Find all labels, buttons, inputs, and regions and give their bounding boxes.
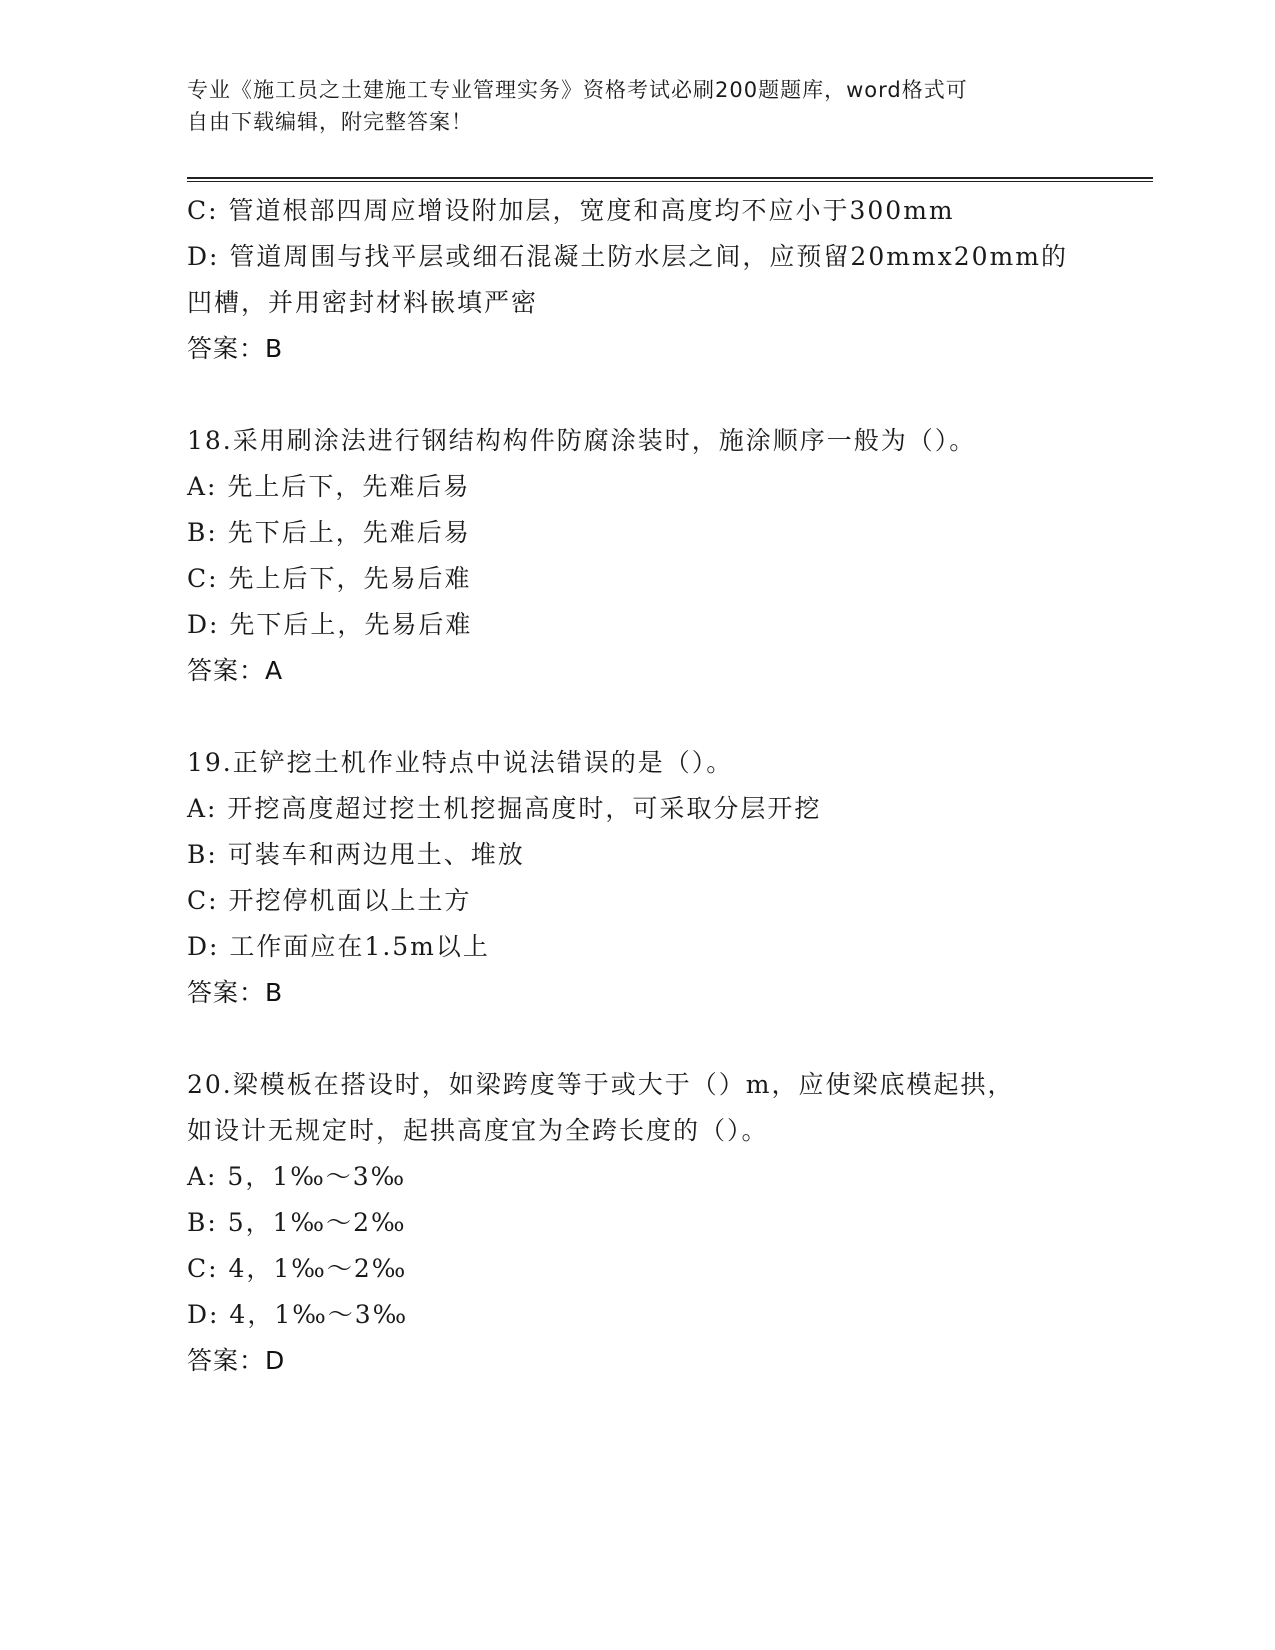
header-line-2: 自由下载编辑，附完整答案！ [187,110,473,134]
answer: 答案：D [187,1346,286,1375]
spacer [187,694,1087,740]
option-a: A: 5，1‰～3‰ [187,1162,407,1191]
answer: 答案：A [187,656,284,685]
question-stem: 19.正铲挖土机作业特点中说法错误的是（）。 [187,748,734,777]
question-stem: 18.采用刷涂法进行钢结构构件防腐涂装时，施涂顺序一般为（）。 [187,426,977,455]
option-c: C: 先上后下，先易后难 [187,564,472,593]
option-d-line-1: D: 管道周围与找平层或细石混凝土防水层之间，应预留20mmx20mm的 [187,242,1068,271]
option-d-line-2: 凹槽，并用密封材料嵌填严密 [187,288,539,317]
question-stem-line-2: 如设计无规定时，起拱高度宜为全跨长度的（）。 [187,1116,769,1145]
option-c: C: 管道根部四周应增设附加层，宽度和高度均不应小于300mm [187,196,955,225]
option-b: B: 先下后上，先难后易 [187,518,471,547]
option-a: A: 先上后下，先难后易 [187,472,471,501]
question-20 [187,1062,1087,1384]
question-18 [187,418,1087,694]
answer: 答案：B [187,334,284,363]
answer: 答案：B [187,978,284,1007]
spacer [187,372,1087,418]
question-stem-line-1: 20.梁模板在搭设时，如梁跨度等于或大于（）m，应使梁底模起拱， [187,1070,1015,1099]
option-c: C: 开挖停机面以上土方 [187,886,472,915]
document-header [187,74,1067,138]
option-d: D: 4，1‰～3‰ [187,1300,409,1329]
option-d: D: 工作面应在1.5m以上 [187,932,490,961]
header-line-1: 专业《施工员之土建施工专业管理实务》资格考试必刷200题题库，word格式可 [187,78,968,102]
option-b: B: 可装车和两边甩土、堆放 [187,840,525,869]
option-a: A: 开挖高度超过挖土机挖掘高度时，可采取分层开挖 [187,794,822,823]
header-divider-thick [187,177,1153,179]
option-d: D: 先下后上，先易后难 [187,610,473,639]
option-c: C: 4，1‰～2‰ [187,1254,408,1283]
question-19 [187,740,1087,1016]
question-list [187,188,1087,1384]
spacer [187,1016,1087,1062]
header-divider-thin [187,181,1153,182]
question-17-tail [187,188,1087,372]
option-b: B: 5，1‰～2‰ [187,1208,407,1237]
